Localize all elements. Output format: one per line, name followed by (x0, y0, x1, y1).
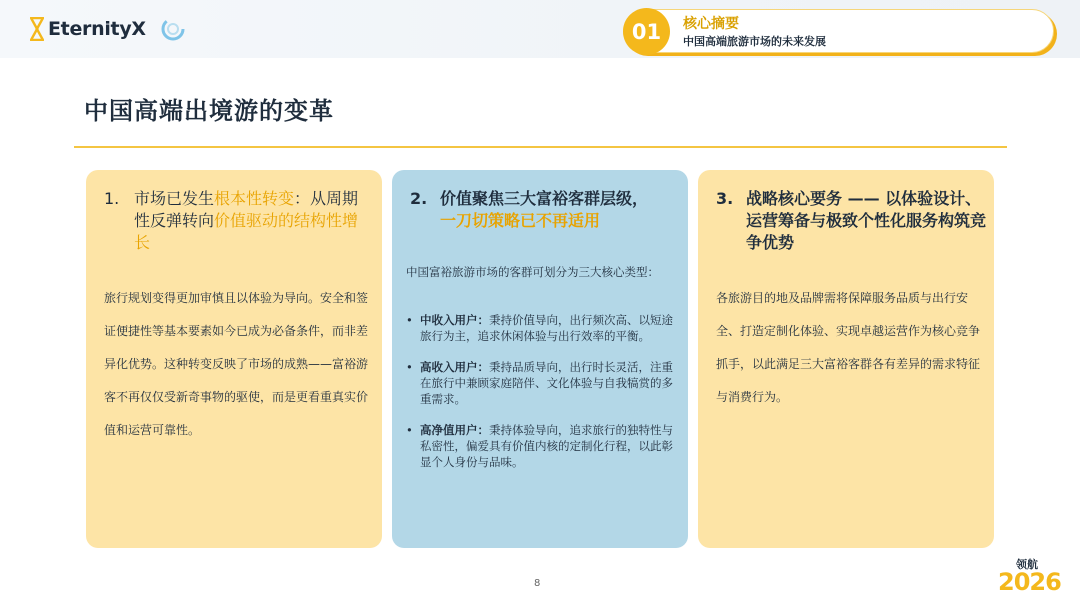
bullet-label: 中收入用户： (420, 313, 489, 327)
list-item (406, 359, 676, 407)
heading-part: 价值聚焦三大富裕客群层级， (440, 189, 649, 208)
card-heading-text (410, 188, 680, 232)
card-heading-text (104, 188, 374, 254)
card-three-segments (392, 170, 688, 548)
card-heading (410, 188, 680, 232)
card-heading-text: 战略核心要务 —— 以体验设计、运营筹备与极致个性化服务构筑竞争优势 (746, 189, 987, 252)
heading-highlight: 根本性转变 (214, 189, 295, 208)
card-body: 各旅游目的地及品牌需将保障服务品质与出行安全、打造定制化体验、实现卓越运营作为核心竞争抓手，以此满足三大富裕客群各有差异的需求特征与消费行为。 (716, 291, 981, 404)
card-heading (716, 188, 986, 254)
heading-highlight: 一刀切策略已不再适用 (440, 211, 601, 230)
list-item (406, 422, 676, 470)
brand-year-text: 2026 (998, 568, 1061, 596)
bullet-dot-icon: • (406, 423, 413, 437)
card-number: 1. (104, 189, 120, 208)
bullet-text: 秉持品质导向，出行时长灵活，注重在旅行中兼顾家庭陪伴、文化体验与自我犒赏的多重需求。 (420, 360, 673, 406)
logo[interactable] (30, 14, 186, 44)
segment-list (406, 312, 676, 485)
page-number: 8 (534, 578, 541, 589)
bullet-label: 高净值用户： (420, 423, 489, 437)
bullet-text: 秉持价值导向，出行频次高、以短途旅行为主，追求休闲体验与出行效率的平衡。 (420, 313, 673, 343)
heading-part: ：从周期性反弹转向 (134, 189, 359, 230)
logo-hourglass-icon (30, 17, 44, 41)
swirl-icon (160, 16, 186, 42)
brand-mark (996, 556, 1070, 602)
bullet-dot-icon: • (406, 360, 413, 374)
card-intro: 中国富裕旅游市场的客群可划分为三大核心类型： (406, 265, 659, 279)
card-market-shift (86, 170, 382, 548)
heading-highlight: 价值驱动的结构性增长 (134, 211, 359, 252)
section-title: 核心摘要 (683, 16, 739, 32)
bullet-dot-icon: • (406, 313, 413, 327)
bullet-text: 秉持体验导向，追求旅行的独特性与私密性，偏爱具有价值内核的定制化行程，以此彰显个人身份与品味。 (420, 423, 673, 469)
section-number-badge: 01 (623, 8, 670, 55)
heading-part: 市场已发生 (134, 189, 215, 208)
bullet-label: 高收入用户： (420, 360, 489, 374)
list-item (406, 312, 676, 344)
title-divider (74, 146, 1007, 148)
card-number: 3. (716, 189, 734, 208)
card-body: 旅行规划变得更加审慎且以体验为导向。安全和签证便捷性等基本要素如今已成为必备条件，而非差异化优势。这种转变反映了市场的成熟——富裕游客不再仅仅受新奇事物的驱使，而是更看重真实价值和运营可靠性。 (104, 291, 369, 437)
page-title: 中国高端出境游的变革 (84, 97, 334, 125)
card-heading (104, 188, 374, 254)
logo-text: EternityX (48, 18, 146, 40)
card-number: 2. (410, 189, 428, 208)
section-subtitle: 中国高端旅游市场的未来发展 (683, 35, 826, 48)
card-strategic-priorities (698, 170, 994, 548)
brand-top-text: 领航 (1016, 558, 1038, 571)
